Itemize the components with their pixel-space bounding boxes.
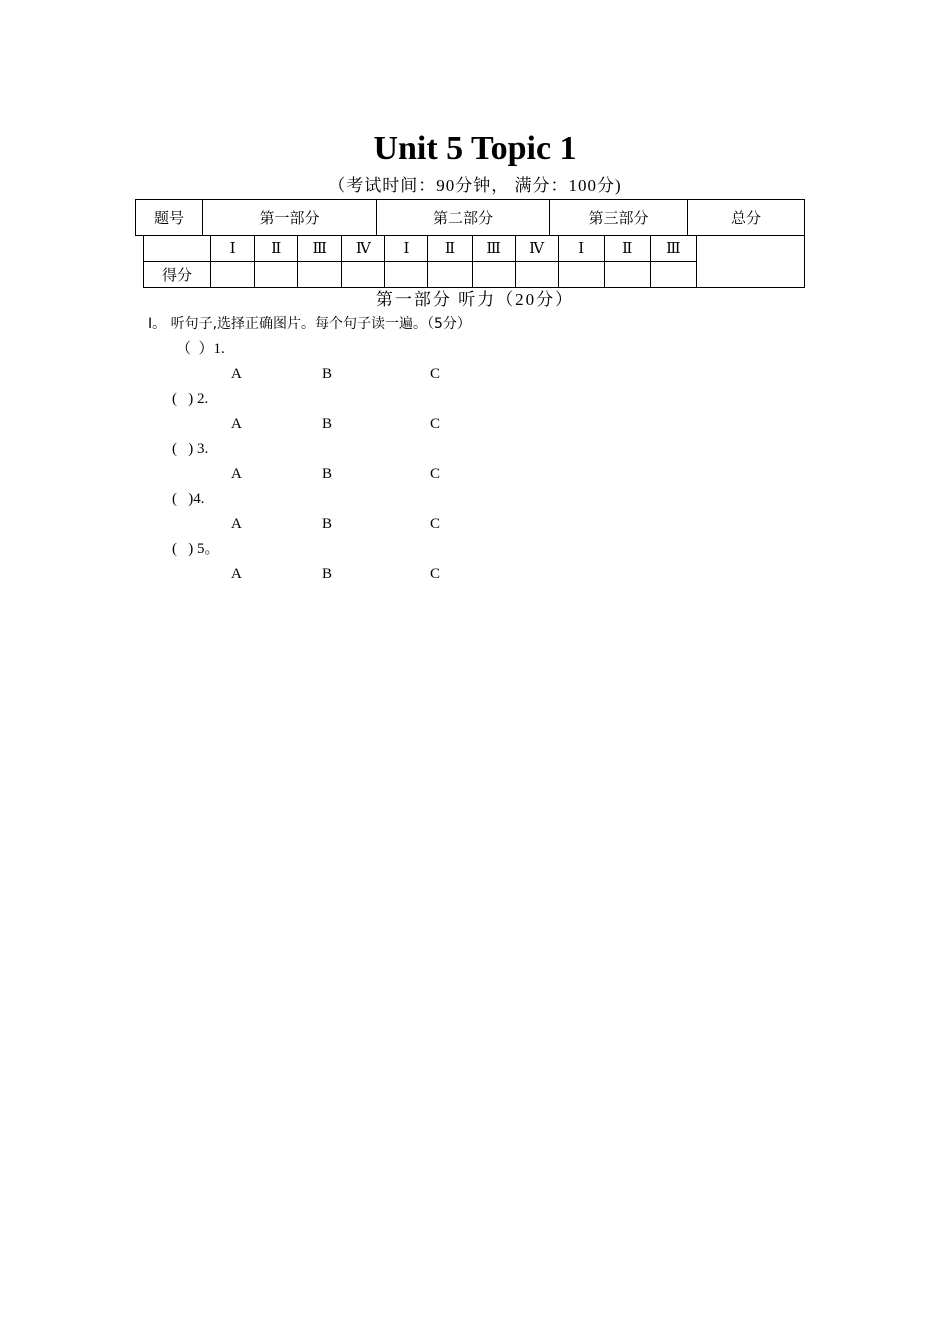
- option-a[interactable]: A: [231, 566, 242, 582]
- option-c[interactable]: C: [430, 466, 441, 482]
- option-c[interactable]: C: [430, 366, 441, 382]
- option-c[interactable]: C: [430, 566, 441, 582]
- blank-cell: [144, 236, 211, 262]
- score-table: [143, 235, 697, 288]
- option-a[interactable]: A: [231, 466, 242, 482]
- score-cell[interactable]: [650, 262, 696, 288]
- question-number: ( ) 2.: [172, 391, 209, 407]
- score-row: [144, 262, 697, 288]
- score-cell[interactable]: [472, 262, 515, 288]
- part-two-header: 第二部分: [377, 200, 550, 236]
- total-score-cell[interactable]: [696, 235, 805, 288]
- numeral-cell: Ⅰ: [211, 236, 255, 262]
- option-c[interactable]: C: [430, 516, 441, 532]
- numeral-cell: Ⅱ: [255, 236, 298, 262]
- numeral-cell: Ⅲ: [650, 236, 696, 262]
- score-grid: [143, 235, 804, 287]
- part-three-header: 第三部分: [550, 200, 688, 236]
- score-cell[interactable]: [604, 262, 650, 288]
- option-b[interactable]: B: [322, 366, 333, 382]
- score-table-header: [135, 199, 805, 236]
- numeral-cell: Ⅱ: [428, 236, 472, 262]
- section-heading: 第一部分 听力（20分）: [375, 290, 575, 309]
- option-b[interactable]: B: [322, 566, 333, 582]
- score-cell[interactable]: [342, 262, 385, 288]
- numeral-cell: Ⅳ: [342, 236, 385, 262]
- numeral-cell: Ⅰ: [558, 236, 604, 262]
- numeral-cell: Ⅲ: [472, 236, 515, 262]
- total-score-header: 总分: [688, 200, 805, 236]
- question-number: ( ) 3.: [172, 441, 209, 457]
- option-a[interactable]: A: [231, 516, 242, 532]
- option-b[interactable]: B: [322, 516, 333, 532]
- score-cell[interactable]: [558, 262, 604, 288]
- question-number: （ ）1.: [176, 341, 225, 357]
- score-cell[interactable]: [515, 262, 558, 288]
- option-a[interactable]: A: [231, 366, 242, 382]
- score-cell[interactable]: [428, 262, 472, 288]
- document-title: Unit 5 Topic 1: [373, 130, 577, 167]
- score-cell[interactable]: [385, 262, 428, 288]
- option-c[interactable]: C: [430, 416, 441, 432]
- question-number-label: 题号: [136, 200, 203, 236]
- numeral-cell: Ⅲ: [298, 236, 342, 262]
- section-instruction: Ⅰ。 听句子,选择正确图片。每个句子读一遍。（5分）: [148, 316, 471, 332]
- score-label: 得分: [144, 262, 211, 288]
- score-cell[interactable]: [298, 262, 342, 288]
- option-b[interactable]: B: [322, 416, 333, 432]
- score-cell[interactable]: [211, 262, 255, 288]
- question-number: ( )4.: [172, 491, 205, 507]
- numeral-cell: Ⅳ: [515, 236, 558, 262]
- score-cell[interactable]: [255, 262, 298, 288]
- exam-info: （考试时间：90分钟， 满分：100分): [328, 176, 622, 195]
- numeral-cell: Ⅱ: [604, 236, 650, 262]
- part-one-header: 第一部分: [203, 200, 377, 236]
- option-a[interactable]: A: [231, 416, 242, 432]
- numeral-cell: Ⅰ: [385, 236, 428, 262]
- option-b[interactable]: B: [322, 466, 333, 482]
- numeral-row: [144, 236, 697, 262]
- question-number: ( ) 5。: [172, 541, 220, 557]
